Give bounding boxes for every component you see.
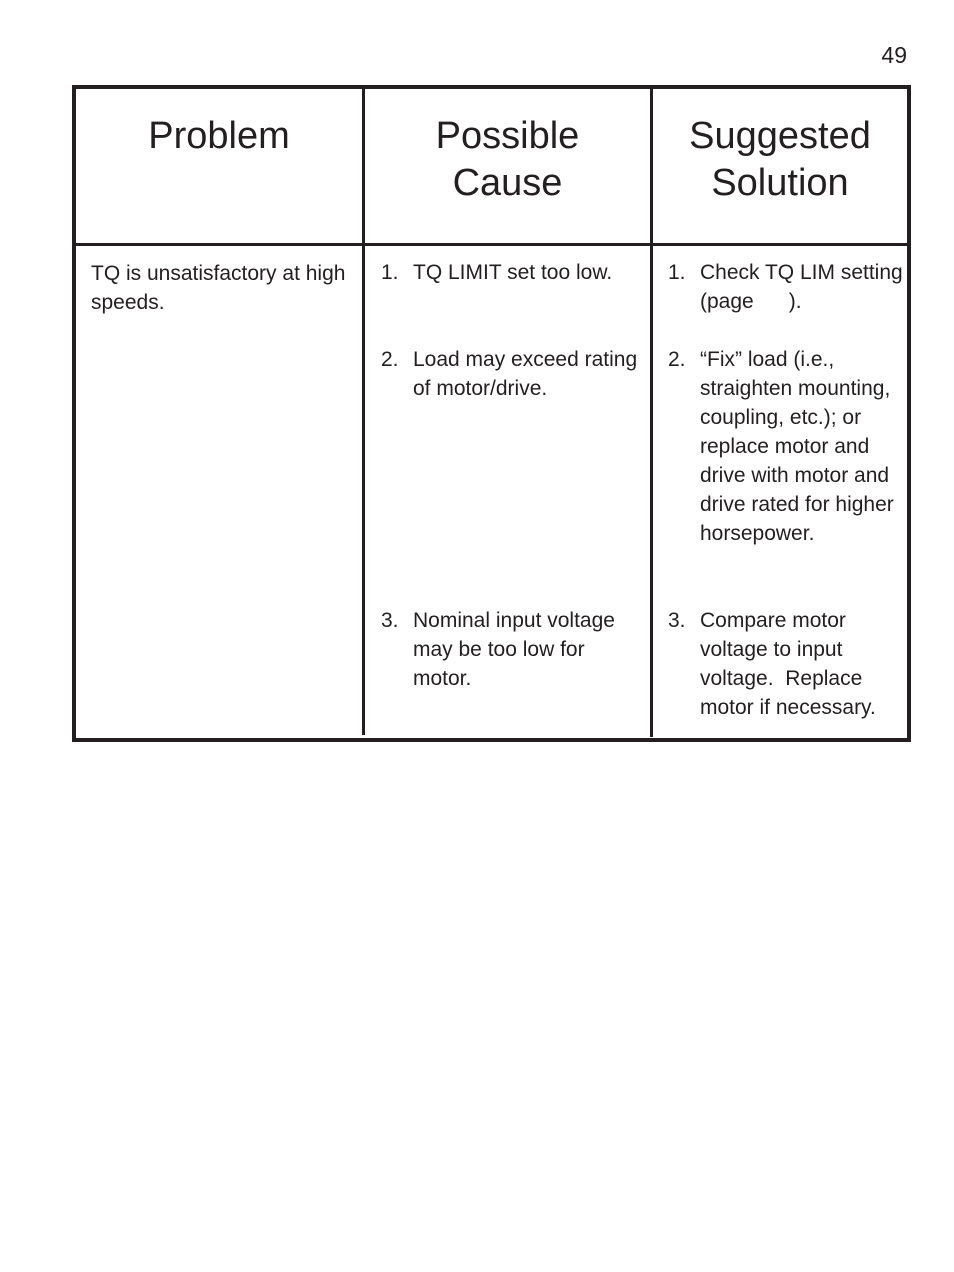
cause-item-2 <box>381 345 643 403</box>
header-problem: Problem <box>148 115 290 157</box>
troubleshooting-table <box>72 85 911 742</box>
column-divider <box>650 89 653 737</box>
solution-text: “Fix” load (i.e., straighten mounting, coupling, etc.); or replace motor and drive with motor and drive rated for higher horsepower. <box>700 348 894 545</box>
solution-text: Check TQ LIM setting (page ). <box>700 261 909 313</box>
solution-item-3 <box>668 606 906 722</box>
solution-item-1 <box>668 258 909 316</box>
column-divider <box>362 89 365 735</box>
cause-text: Nominal input voltage may be too low for motor. <box>413 609 615 690</box>
cause-text: Load may exceed rating of motor/drive. <box>413 348 638 400</box>
header-possible-cause: Possible Cause <box>435 115 580 204</box>
page-number: 49 <box>881 42 907 68</box>
header-suggested-solution: Suggested Solution <box>689 115 871 204</box>
table-header-row <box>76 89 907 246</box>
problem-cell: TQ is unsatisfactory at high speeds. <box>91 262 346 314</box>
solution-number: 3. <box>668 609 686 632</box>
cause-number: 1. <box>381 261 399 284</box>
cause-number: 3. <box>381 609 399 632</box>
cause-item-3 <box>381 606 643 693</box>
cause-item-1 <box>381 258 643 287</box>
solution-text: Compare motor voltage to input voltage. Replace motor if necessary. <box>700 609 876 719</box>
cause-text: TQ LIMIT set too low. <box>413 261 613 284</box>
solution-number: 1. <box>668 261 686 284</box>
solution-number: 2. <box>668 348 686 371</box>
solution-item-2 <box>668 345 906 548</box>
cause-number: 2. <box>381 348 399 371</box>
